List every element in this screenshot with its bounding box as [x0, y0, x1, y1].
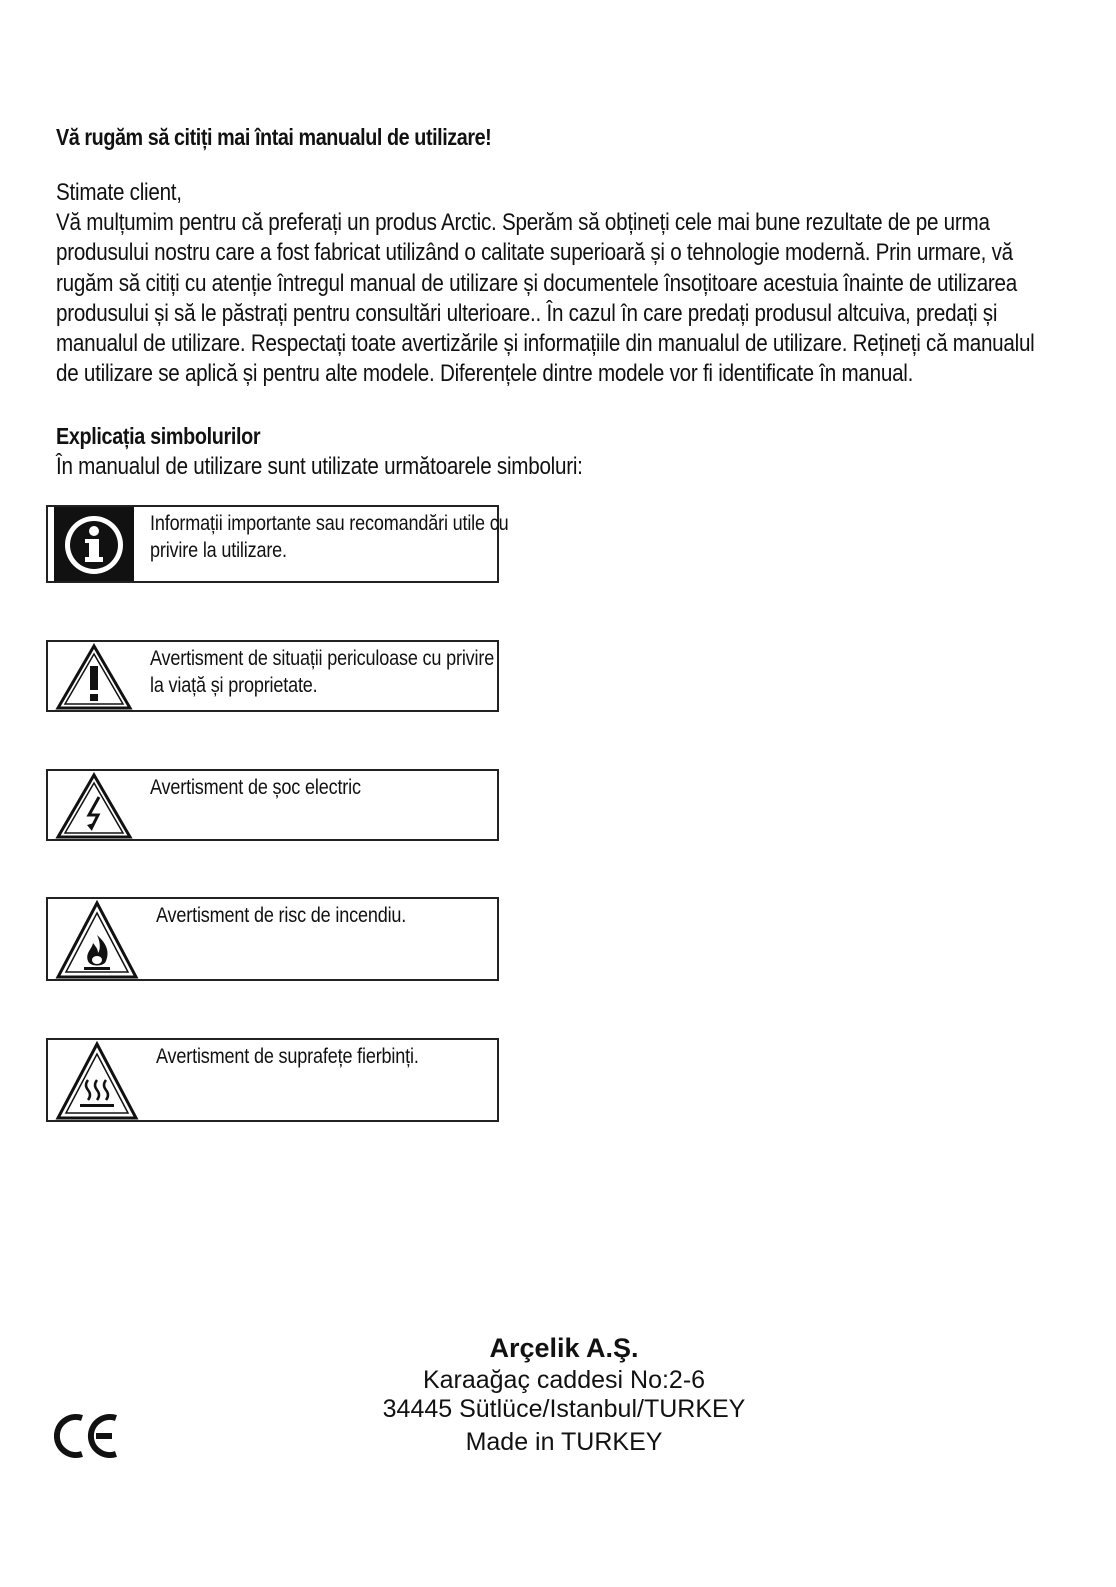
- symbol-item-warning: [46, 640, 499, 712]
- symbols-section-title: Explicația simbolurilor: [56, 423, 261, 449]
- symbol-item-info: [46, 505, 509, 583]
- address-line-2: 34445 Sütlüce/Istanbul/TURKEY: [382, 1395, 746, 1423]
- fire-hazard-icon: [54, 899, 140, 984]
- hot-surface-icon: [54, 1040, 140, 1125]
- warning-triangle-icon: [54, 642, 134, 715]
- symbol-label-electric-shock: Avertisment de șoc electric: [150, 776, 361, 799]
- symbol-label-hot-surface: Avertisment de suprafețe fierbinți.: [156, 1045, 419, 1068]
- company-info: [364, 1330, 764, 1457]
- electric-shock-icon: [54, 771, 134, 844]
- symbol-label-warning: Avertisment de situații periculoase cu privire la viață și proprietate.: [150, 647, 495, 697]
- symbol-label-info: Informații importante sau recomandări utile cu privire la utilizare.: [150, 512, 509, 562]
- greeting: Stimate client,: [56, 179, 182, 206]
- intro-text: [56, 178, 1054, 389]
- symbol-label-fire: Avertisment de risc de incendiu.: [156, 904, 407, 927]
- address-line-1: Karaağaç caddesi No:2-6: [422, 1366, 706, 1394]
- info-icon: [54, 507, 134, 586]
- ce-mark-logo: [54, 1412, 120, 1465]
- page-heading: Vă rugăm să citiți mai întai manualul de utilizare!: [56, 124, 492, 150]
- symbol-item-hot-surface: [46, 1038, 499, 1122]
- symbols-section-intro: În manualul de utilizare sunt utilizate următoarele simboluri:: [56, 453, 583, 480]
- company-name: Arçelik A.Ş.: [489, 1333, 639, 1363]
- made-in: Made in TURKEY: [465, 1428, 663, 1456]
- symbol-item-fire: [46, 897, 499, 981]
- symbol-item-electric-shock: [46, 769, 499, 841]
- intro-paragraph: Vă mulțumim pentru că preferați un produs Arctic. Sperăm să obțineți cele mai bune rezultate de pe urma produsului nostru care a fost fabricat utilizând o calitate superioară și o tehnologie modernă. Prin urmare, vă rugăm să citiți cu atenție întregul manual de utilizare și documentele însoțitoare acestuia înainte de utilizarea produsului și să le păstrați pentru consultări ulterioare.. În cazul în care predați produsul altcuiva, predați și manualul de utilizare. Respectați toate avertizările și informațiile din manualul de utilizare. Rețineți că manualul de utilizare se aplică și pentru alte modele. Diferențele dintre modele vor fi identificate în manual.: [56, 209, 1035, 388]
